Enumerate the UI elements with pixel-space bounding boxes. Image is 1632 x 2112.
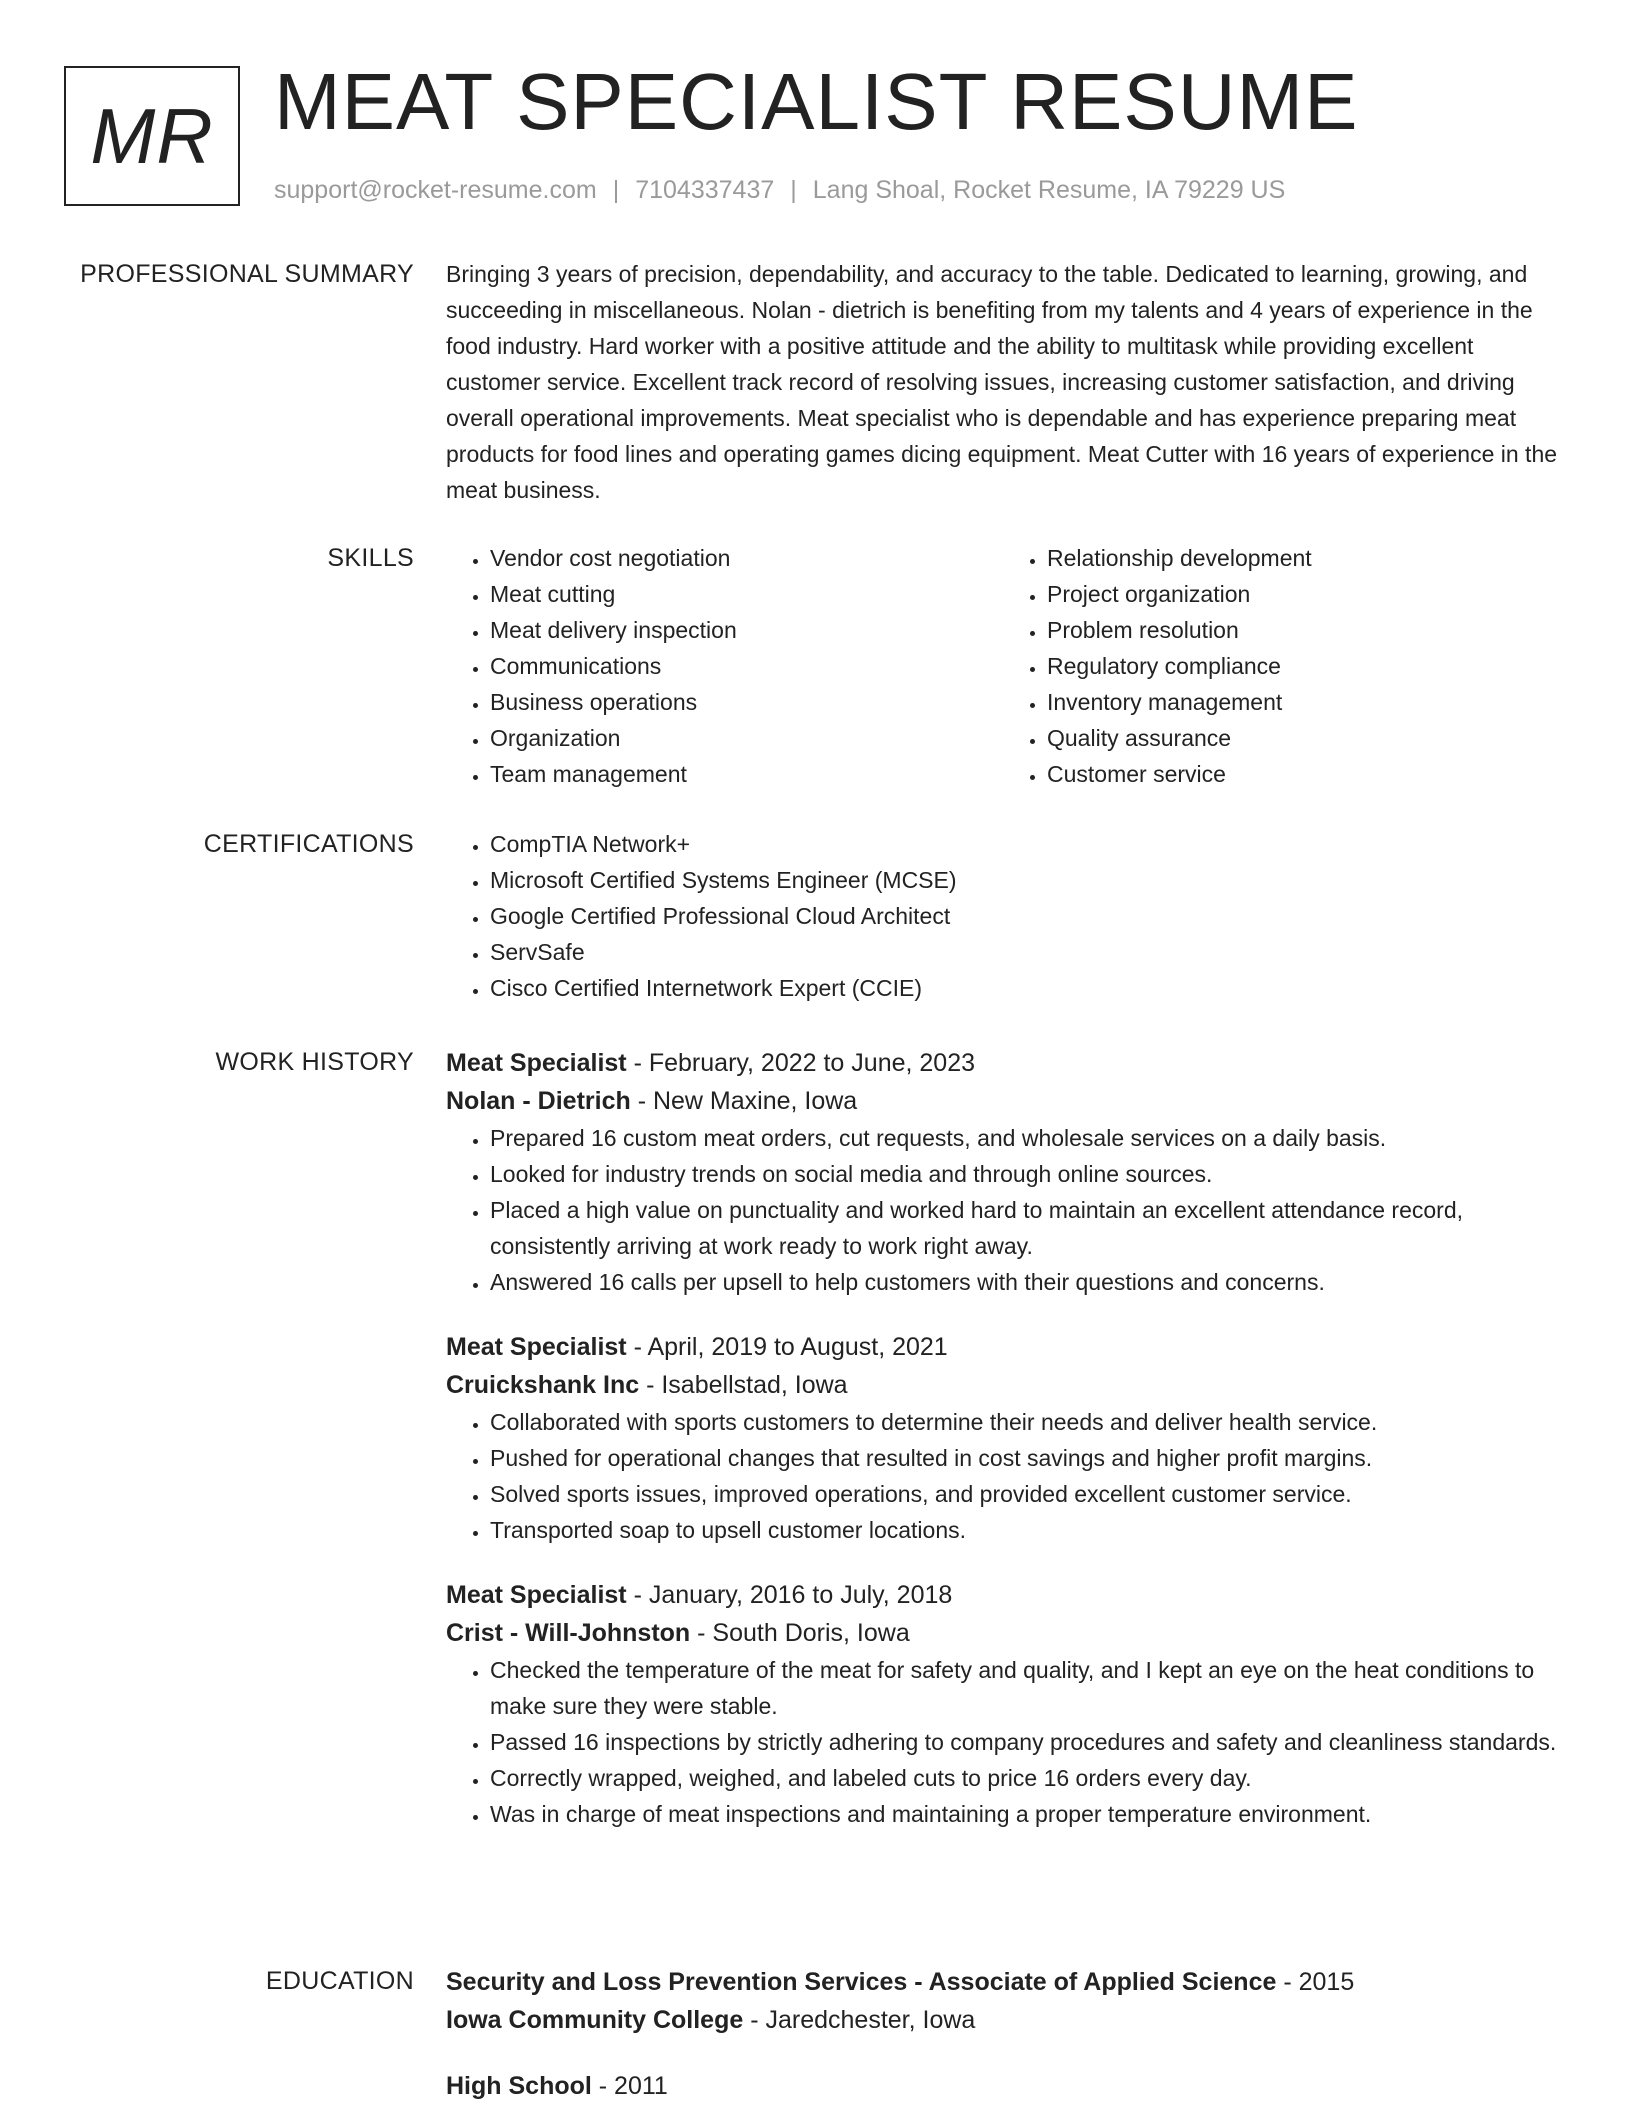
skills-list-left	[446, 540, 1003, 792]
job-bullet: • Looked for industry trends on social media and through online sources.	[490, 1156, 1560, 1192]
job-bullet: • Was in charge of meat inspections and maintaining a proper temperature environment.	[490, 1796, 1560, 1832]
skills-list-right	[1003, 540, 1560, 792]
job-entry	[446, 1044, 1560, 1300]
job-bullet-list	[446, 1120, 1560, 1300]
job-company-line	[446, 1366, 1560, 1404]
job-entry	[446, 1328, 1560, 1548]
education-year: - 2011	[591, 2072, 668, 2100]
job-company: Cruickshank Inc	[446, 1371, 640, 1399]
job-location: - New Maxine, Iowa	[630, 1087, 858, 1115]
section-label-skills: SKILLS	[327, 544, 414, 572]
skill-item: • Meat delivery inspection	[490, 612, 1003, 648]
job-bullet: • Passed 16 inspections by strictly adhering to company procedures and safety and cleanliness standards.	[490, 1724, 1560, 1760]
job-bullet: • Placed a high value on punctuality and worked hard to maintain an excellent attendance record, consistently arriving at work ready to work right away.	[490, 1192, 1560, 1264]
skill-item: • Problem resolution	[1047, 612, 1560, 648]
section-label-certifications: CERTIFICATIONS	[203, 830, 414, 858]
education-content	[446, 1963, 1560, 2105]
job-bullet: • Collaborated with sports customers to determine their needs and deliver health service.	[490, 1404, 1560, 1440]
education-school-line	[446, 2001, 1560, 2039]
certification-item: • CompTIA Network+	[490, 826, 1560, 862]
job-company-line	[446, 1082, 1560, 1120]
job-company: Nolan - Dietrich	[446, 1087, 631, 1115]
job-bullet: • Prepared 16 custom meat orders, cut requests, and wholesale services on a daily basis.	[490, 1120, 1560, 1156]
job-bullet: • Solved sports issues, improved operations, and provided excellent customer service.	[490, 1476, 1560, 1512]
monogram-logo: MR	[64, 66, 240, 206]
certifications-content	[446, 826, 1560, 1006]
contact-address: Lang Shoal, Rocket Resume, IA 79229 US	[812, 176, 1286, 204]
section-label-work-history: WORK HISTORY	[215, 1048, 414, 1076]
skill-item: • Meat cutting	[490, 576, 1003, 612]
job-dates: - April, 2019 to August, 2021	[626, 1333, 948, 1361]
skills-content	[446, 540, 1560, 792]
education-year: - 2015	[1276, 1968, 1355, 1996]
job-title-line	[446, 1576, 1560, 1614]
education-degree-line	[446, 2067, 1560, 2105]
education-degree: High School	[446, 2072, 592, 2100]
certification-item: • ServSafe	[490, 934, 1560, 970]
job-bullet-list	[446, 1652, 1560, 1832]
skill-item: • Regulatory compliance	[1047, 648, 1560, 684]
job-dates: - January, 2016 to July, 2018	[626, 1581, 953, 1609]
job-bullet: • Answered 16 calls per upsell to help customers with their questions and concerns.	[490, 1264, 1560, 1300]
job-company-line	[446, 1614, 1560, 1652]
education-degree-line	[446, 1963, 1560, 2001]
skill-item: • Quality assurance	[1047, 720, 1560, 756]
work-history-content	[446, 1044, 1560, 1832]
certifications-list	[446, 826, 1560, 1006]
job-title: Meat Specialist	[446, 1333, 627, 1361]
job-entry	[446, 1576, 1560, 1832]
section-label-summary: PROFESSIONAL SUMMARY	[80, 260, 414, 288]
certification-item: • Google Certified Professional Cloud Architect	[490, 898, 1560, 934]
section-label-education: EDUCATION	[265, 1967, 414, 1995]
resume-title: MEAT SPECIALIST RESUME	[274, 57, 1359, 146]
job-bullet-list	[446, 1404, 1560, 1548]
contact-email: support@rocket-resume.com	[274, 176, 597, 204]
education-location: - Jaredchester, Iowa	[743, 2006, 976, 2034]
education-degree: Security and Loss Prevention Services - Associate of Applied Science	[446, 1968, 1277, 1996]
skill-item: • Communications	[490, 648, 1003, 684]
skill-item: • Relationship development	[1047, 540, 1560, 576]
education-entry	[446, 1963, 1560, 2039]
skill-item: • Vendor cost negotiation	[490, 540, 1003, 576]
contact-separator: |	[790, 176, 797, 204]
skill-item: • Organization	[490, 720, 1003, 756]
skill-item: • Customer service	[1047, 756, 1560, 792]
job-title-line	[446, 1044, 1560, 1082]
summary-text: Bringing 3 years of precision, dependability, and accuracy to the table. Dedicated to learning, growing, and succeeding in miscellaneous. Nolan - dietrich is benefiting from my talents and 4 years of experience in the food industry. Hard worker with a positive attitude and the ability to multitask while providing excellent customer service. Excellent track record of resolving issues, increasing customer satisfaction, and driving overall operational improvements. Meat specialist who is dependable and has experience preparing meat products for food lines and operating games dicing equipment. Meat Cutter with 16 years of experience in the meat business.	[446, 261, 1558, 503]
skill-item: • Business operations	[490, 684, 1003, 720]
job-location: - Isabellstad, Iowa	[639, 1371, 848, 1399]
certification-item: • Microsoft Certified Systems Engineer (MCSE)	[490, 862, 1560, 898]
skill-item: • Project organization	[1047, 576, 1560, 612]
job-bullet: • Correctly wrapped, weighed, and labeled cuts to price 16 orders every day.	[490, 1760, 1560, 1796]
job-bullet: • Pushed for operational changes that resulted in cost savings and higher profit margins.	[490, 1440, 1560, 1476]
skill-item: • Team management	[490, 756, 1003, 792]
job-location: - South Doris, Iowa	[690, 1619, 910, 1647]
summary-content	[446, 256, 1560, 508]
job-company: Crist - Will-Johnston	[446, 1619, 691, 1647]
skill-item: • Inventory management	[1047, 684, 1560, 720]
job-title: Meat Specialist	[446, 1581, 627, 1609]
job-bullet: • Transported soap to upsell customer locations.	[490, 1512, 1560, 1548]
certification-item: • Cisco Certified Internetwork Expert (CCIE)	[490, 970, 1560, 1006]
contact-separator: |	[612, 176, 620, 204]
job-title-line	[446, 1328, 1560, 1366]
job-title: Meat Specialist	[446, 1049, 627, 1077]
education-entry	[446, 2067, 1560, 2105]
contact-line	[274, 174, 1285, 206]
contact-phone: 7104337437	[635, 176, 775, 204]
education-school: Iowa Community College	[446, 2006, 744, 2034]
job-bullet: • Checked the temperature of the meat for safety and quality, and I kept an eye on the heat conditions to make sure they were stable.	[490, 1652, 1560, 1724]
job-dates: - February, 2022 to June, 2023	[626, 1049, 976, 1077]
